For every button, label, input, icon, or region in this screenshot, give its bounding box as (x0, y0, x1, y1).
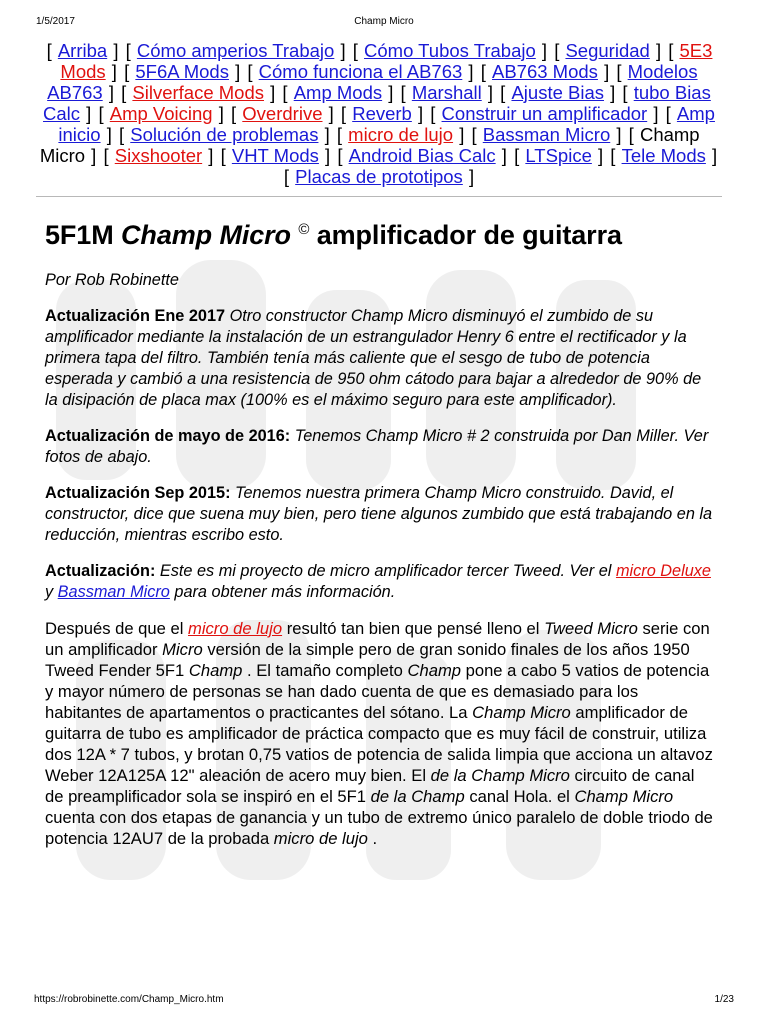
nav-bracket: [ (220, 145, 231, 166)
nav-bracket: [ (622, 82, 633, 103)
nav-link-cómo-funciona-el-ab763[interactable]: Cómo funciona el AB763 (258, 61, 463, 82)
nav-link-micro-de-lujo[interactable]: micro de lujo (348, 124, 454, 145)
nav-bracket: [ (554, 40, 565, 61)
nav-bracket: ] (592, 145, 609, 166)
navigation-menu (36, 40, 722, 187)
nav-bracket: ] (648, 103, 664, 124)
nav-bracket: ] (650, 40, 667, 61)
nav-bracket: [ (610, 145, 621, 166)
nav-link-5f6a-mods[interactable]: 5F6A Mods (135, 61, 229, 82)
nav-bracket: ] (229, 61, 246, 82)
micro-deluxe-link[interactable]: micro Deluxe (615, 562, 711, 580)
update-general: Actualización: Este es mi proyecto de micro amplificador tercer Tweed. Ver el micro Deluxe y Bassman Micro para obtener más información. (45, 562, 711, 601)
nav-bracket: [ (514, 145, 525, 166)
nav-link-5e3-mods[interactable]: 5E3 Mods (60, 40, 713, 82)
nav-link-amp-inicio[interactable]: Amp inicio (58, 103, 715, 145)
nav-link-reverb[interactable]: Reverb (352, 103, 412, 124)
nav-link-construir-un-amplificador[interactable]: Construir un amplificador (441, 103, 648, 124)
nav-bracket: ] (605, 82, 621, 103)
nav-link-tele-mods[interactable]: Tele Mods (621, 145, 706, 166)
nav-bracket: [ (46, 40, 57, 61)
nav-bracket: [ (480, 61, 491, 82)
nav-bracket: [ (665, 103, 676, 124)
nav-link-vht-mods[interactable]: VHT Mods (231, 145, 319, 166)
page-content (36, 40, 722, 849)
nav-bracket: ] (108, 40, 124, 61)
nav-bracket: [ (336, 124, 348, 145)
nav-bracket: ] (454, 124, 470, 145)
intro-paragraph: Después de que el micro de lujo resultó tan bien que pensé lleno el Tweed Micro serie con un amplificador Micro versión de la simple pero de gran sonido finales de los años 1950 Tweed Fender 5F1 Champ . El tamaño completo Champ pone a cabo 5 vatios de potencia y mayor número de personas se han dado cuenta de que es demasiado para los habitantes de apartamentos o practicantes del sótano. La Champ Micro amplificador de guitarra de tubo es amplificador de práctica compacto que es muy fácil de construir, utiliza dos 12A * 7 tubos, y brotan 0,75 vatios de potencia de salida limpia que acciona un altavoz Weber 12A125A 12" aleación de acero muy bien. El de la Champ Micro circuito de canal de preamplificador sola se inspiró en el 5F1 de la Champ canal Hola. el Champ Micro cuenta con dos etapas de ganancia y un tubo de extremo único paralelo de doble triodo de potencia 12AU7 de la probada micro de lujo . (45, 619, 713, 848)
nav-bracket: ] (335, 40, 351, 61)
nav-link-solución-de-problemas[interactable]: Solución de problemas (130, 124, 319, 145)
nav-link-cómo-amperios-trabajo[interactable]: Cómo amperios Trabajo (136, 40, 335, 61)
nav-bracket: [ (98, 103, 109, 124)
nav-link-modelos-ab763[interactable]: Modelos AB763 (47, 61, 698, 103)
update-may-2016: Actualización de mayo de 2016: Tenemos Champ Micro # 2 construida por Dan Miller. Ver fotos de abajo. (45, 427, 709, 466)
nav-bracket: [ (352, 40, 364, 61)
nav-link-placas-de-prototipos[interactable]: Placas de prototipos (295, 166, 463, 187)
nav-bracket: [ (337, 145, 348, 166)
nav-link-amp-mods[interactable]: Amp Mods (293, 82, 383, 103)
nav-bracket: ] (265, 82, 281, 103)
nav-bracket: ] (213, 103, 230, 124)
article-body (45, 270, 717, 849)
nav-bracket: [ (430, 103, 441, 124)
nav-bracket: ] (101, 124, 117, 145)
nav-bracket: ] (598, 61, 615, 82)
nav-bracket: [ (283, 166, 295, 187)
nav-bracket: [ (668, 40, 679, 61)
nav-link-sixshooter[interactable]: Sixshooter (114, 145, 203, 166)
nav-bracket: ] (319, 124, 335, 145)
nav-bracket: [ (103, 145, 114, 166)
nav-bracket: ] (81, 103, 97, 124)
nav-bracket: [ (124, 61, 135, 82)
print-date: 1/5/2017 (36, 16, 75, 27)
bassman-micro-link[interactable]: Bassman Micro (57, 583, 170, 601)
nav-bracket: ] (106, 61, 123, 82)
nav-bracket: ] (536, 40, 553, 61)
nav-link-marshall[interactable]: Marshall (411, 82, 482, 103)
nav-link-champ-micro: Champ Micro (39, 124, 700, 166)
nav-link-cómo-tubos-trabajo[interactable]: Cómo Tubos Trabajo (364, 40, 536, 61)
nav-bracket: ] (383, 82, 399, 103)
nav-bracket: [ (121, 82, 132, 103)
nav-link-ltspice[interactable]: LTSpice (525, 145, 592, 166)
nav-link-ajuste-bias[interactable]: Ajuste Bias (511, 82, 604, 103)
nav-bracket: [ (247, 61, 258, 82)
update-sep-2015: Actualización Sep 2015: Tenemos nuestra primera Champ Micro construido. David, el constructor, dice que suena muy bien, pero tiene algunos zumbido que está trabajando en la reducción, mientras escribo esto. (45, 484, 713, 544)
nav-bracket: [ (118, 124, 130, 145)
nav-link-silverface-mods[interactable]: Silverface Mods (132, 82, 264, 103)
author-line: Por Rob Robinette (45, 271, 179, 289)
nav-link-arriba[interactable]: Arriba (57, 40, 108, 61)
nav-link-amp-voicing[interactable]: Amp Voicing (109, 103, 213, 124)
divider (36, 196, 722, 197)
nav-bracket: ] (319, 145, 336, 166)
nav-link-bassman-micro[interactable]: Bassman Micro (482, 124, 611, 145)
print-title: Champ Micro (354, 16, 414, 27)
nav-bracket: [ (231, 103, 242, 124)
update-jan-2017: Actualización Ene 2017 Otro constructor Champ Micro disminuyó el zumbido de su amplificador mediante la instalación de un estrangulador Henry 6 entre el rectificador y la primera tapa del filtro. También tenía más caliente que el sesgo de tubo de potencia esperada y cambió a una resistencia de 950 ohm cátodo para bajar a alrededor de 90% de la disipación de placa max (100% es el máximo seguro para este amplificador). (45, 307, 702, 409)
nav-bracket: [ (400, 82, 411, 103)
nav-bracket: [ (471, 124, 482, 145)
nav-bracket: ] (463, 166, 475, 187)
page-title: 5F1M Champ Micro © amplificador de guitarra (45, 220, 622, 250)
nav-bracket: ] (203, 145, 219, 166)
page-url: https://robrobinette.com/Champ_Micro.htm (34, 994, 224, 1005)
nav-bracket: [ (628, 124, 639, 145)
nav-bracket: ] (706, 145, 718, 166)
nav-bracket: ] (323, 103, 339, 124)
print-footer (0, 994, 768, 1008)
nav-link-tubo-bias-calc[interactable]: tubo Bias Calc (43, 82, 711, 124)
nav-link-seguridad[interactable]: Seguridad (565, 40, 650, 61)
nav-bracket: ] (482, 82, 499, 103)
nav-bracket: ] (103, 82, 120, 103)
nav-bracket: ] (496, 145, 513, 166)
nav-bracket: [ (500, 82, 511, 103)
nav-bracket: [ (282, 82, 293, 103)
nav-bracket: ] (86, 145, 102, 166)
page-number: 1/23 (714, 994, 734, 1005)
nav-bracket: [ (340, 103, 352, 124)
nav-bracket: ] (412, 103, 429, 124)
print-header (0, 16, 768, 30)
nav-link-android-bias-calc[interactable]: Android Bias Calc (348, 145, 496, 166)
nav-bracket: ] (611, 124, 627, 145)
nav-link-ab763-mods[interactable]: AB763 Mods (492, 61, 598, 82)
micro-de-lujo-link[interactable]: micro de lujo (188, 619, 283, 638)
nav-bracket: [ (125, 40, 136, 61)
nav-bracket: ] (463, 61, 479, 82)
nav-link-overdrive[interactable]: Overdrive (242, 103, 323, 124)
nav-bracket: [ (616, 61, 627, 82)
